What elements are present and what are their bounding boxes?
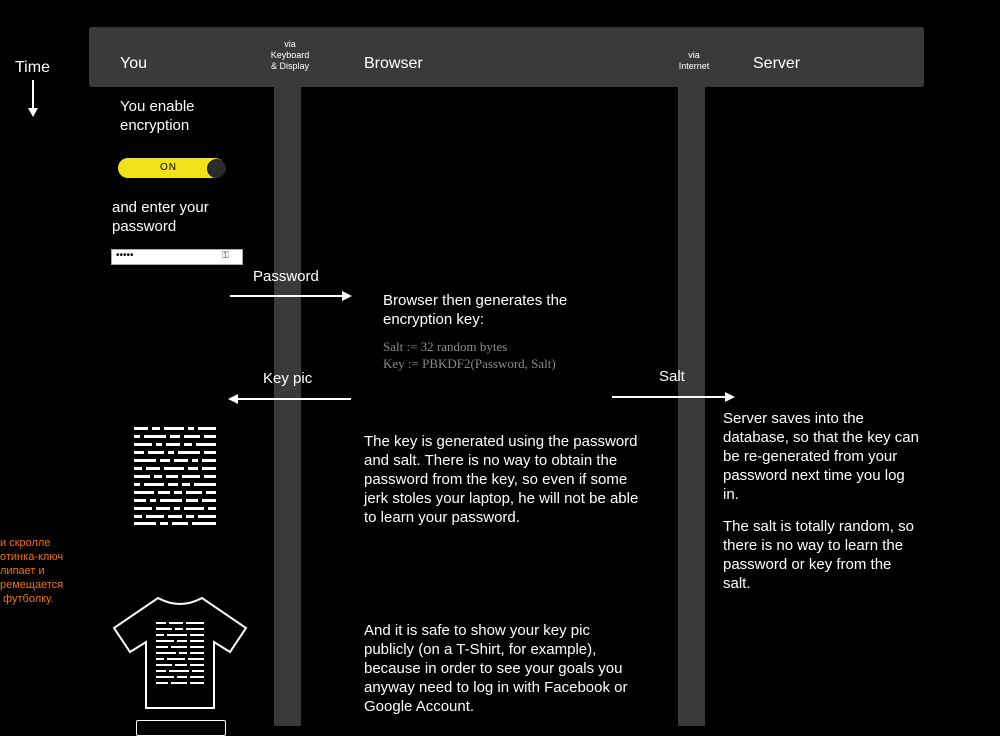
key-pic-image [132,425,220,527]
salt-formula: Salt := 32 random bytes [383,339,508,354]
server-saves-text: Server saves into the database, so that the key can be re-generated from your password next time you log in. [723,410,919,503]
side-note-line: липает и [0,565,45,577]
salt-arrow-head-icon [725,392,735,402]
time-arrow-line [32,80,34,110]
salt-random-text: The salt is totally random, so there is no way to learn the password or key from the salt. [723,518,914,592]
password-arrow-head-icon [342,291,352,301]
keyboard-channel-lane [274,87,301,726]
lane-you-label: You [120,55,147,72]
side-note-line: ремещается [0,579,64,591]
side-note-line: и скролле [0,537,51,549]
via-keyboard-label: via Keyboard & Display [270,39,310,71]
toggle-knob-icon [207,159,226,178]
toggle-label: ON [160,162,177,173]
lane-browser-label: Browser [364,55,423,72]
time-label: Time [15,59,50,76]
key-pic-arrow-line [237,398,351,400]
enable-encryption-text: You enable encryption [120,98,195,134]
time-arrow-head-icon [28,108,38,117]
salt-arrow-label: Salt [659,368,685,385]
side-note-line: отинка-ключ [0,551,64,563]
browser-generates-text: Browser then generates the encryption key: [383,292,568,328]
salt-arrow-line [612,396,726,398]
tshirt-button-outline [136,720,226,736]
key-pic-arrow-label: Key pic [263,370,313,387]
enter-password-text: and enter your password [112,199,209,235]
tshirt-icon [110,596,250,726]
password-arrow-label: Password [253,268,319,285]
password-arrow-line [230,295,343,297]
safe-to-show-text: And it is safe to show your key pic publicly (on a T-Shirt, for example), because in order to see your goals you anyway need to log in with Facebook or Google Account. [364,622,628,715]
side-note-line: футболку. [0,593,54,605]
key-lock-icon: ⚿ [222,250,229,260]
password-value: ••••• [116,250,134,261]
side-note [0,536,63,606]
key-formula: Key := PBKDF2(Password, Salt) [383,356,556,371]
lane-server-label: Server [753,55,801,72]
internet-channel-lane [678,87,705,726]
key-generated-text: The key is generated using the password and salt. There is no way to obtain the password from the key, so even if some jerk stoles your laptop, he will not be able to learn your password. [364,433,639,526]
via-internet-label: via Internet [678,50,710,71]
